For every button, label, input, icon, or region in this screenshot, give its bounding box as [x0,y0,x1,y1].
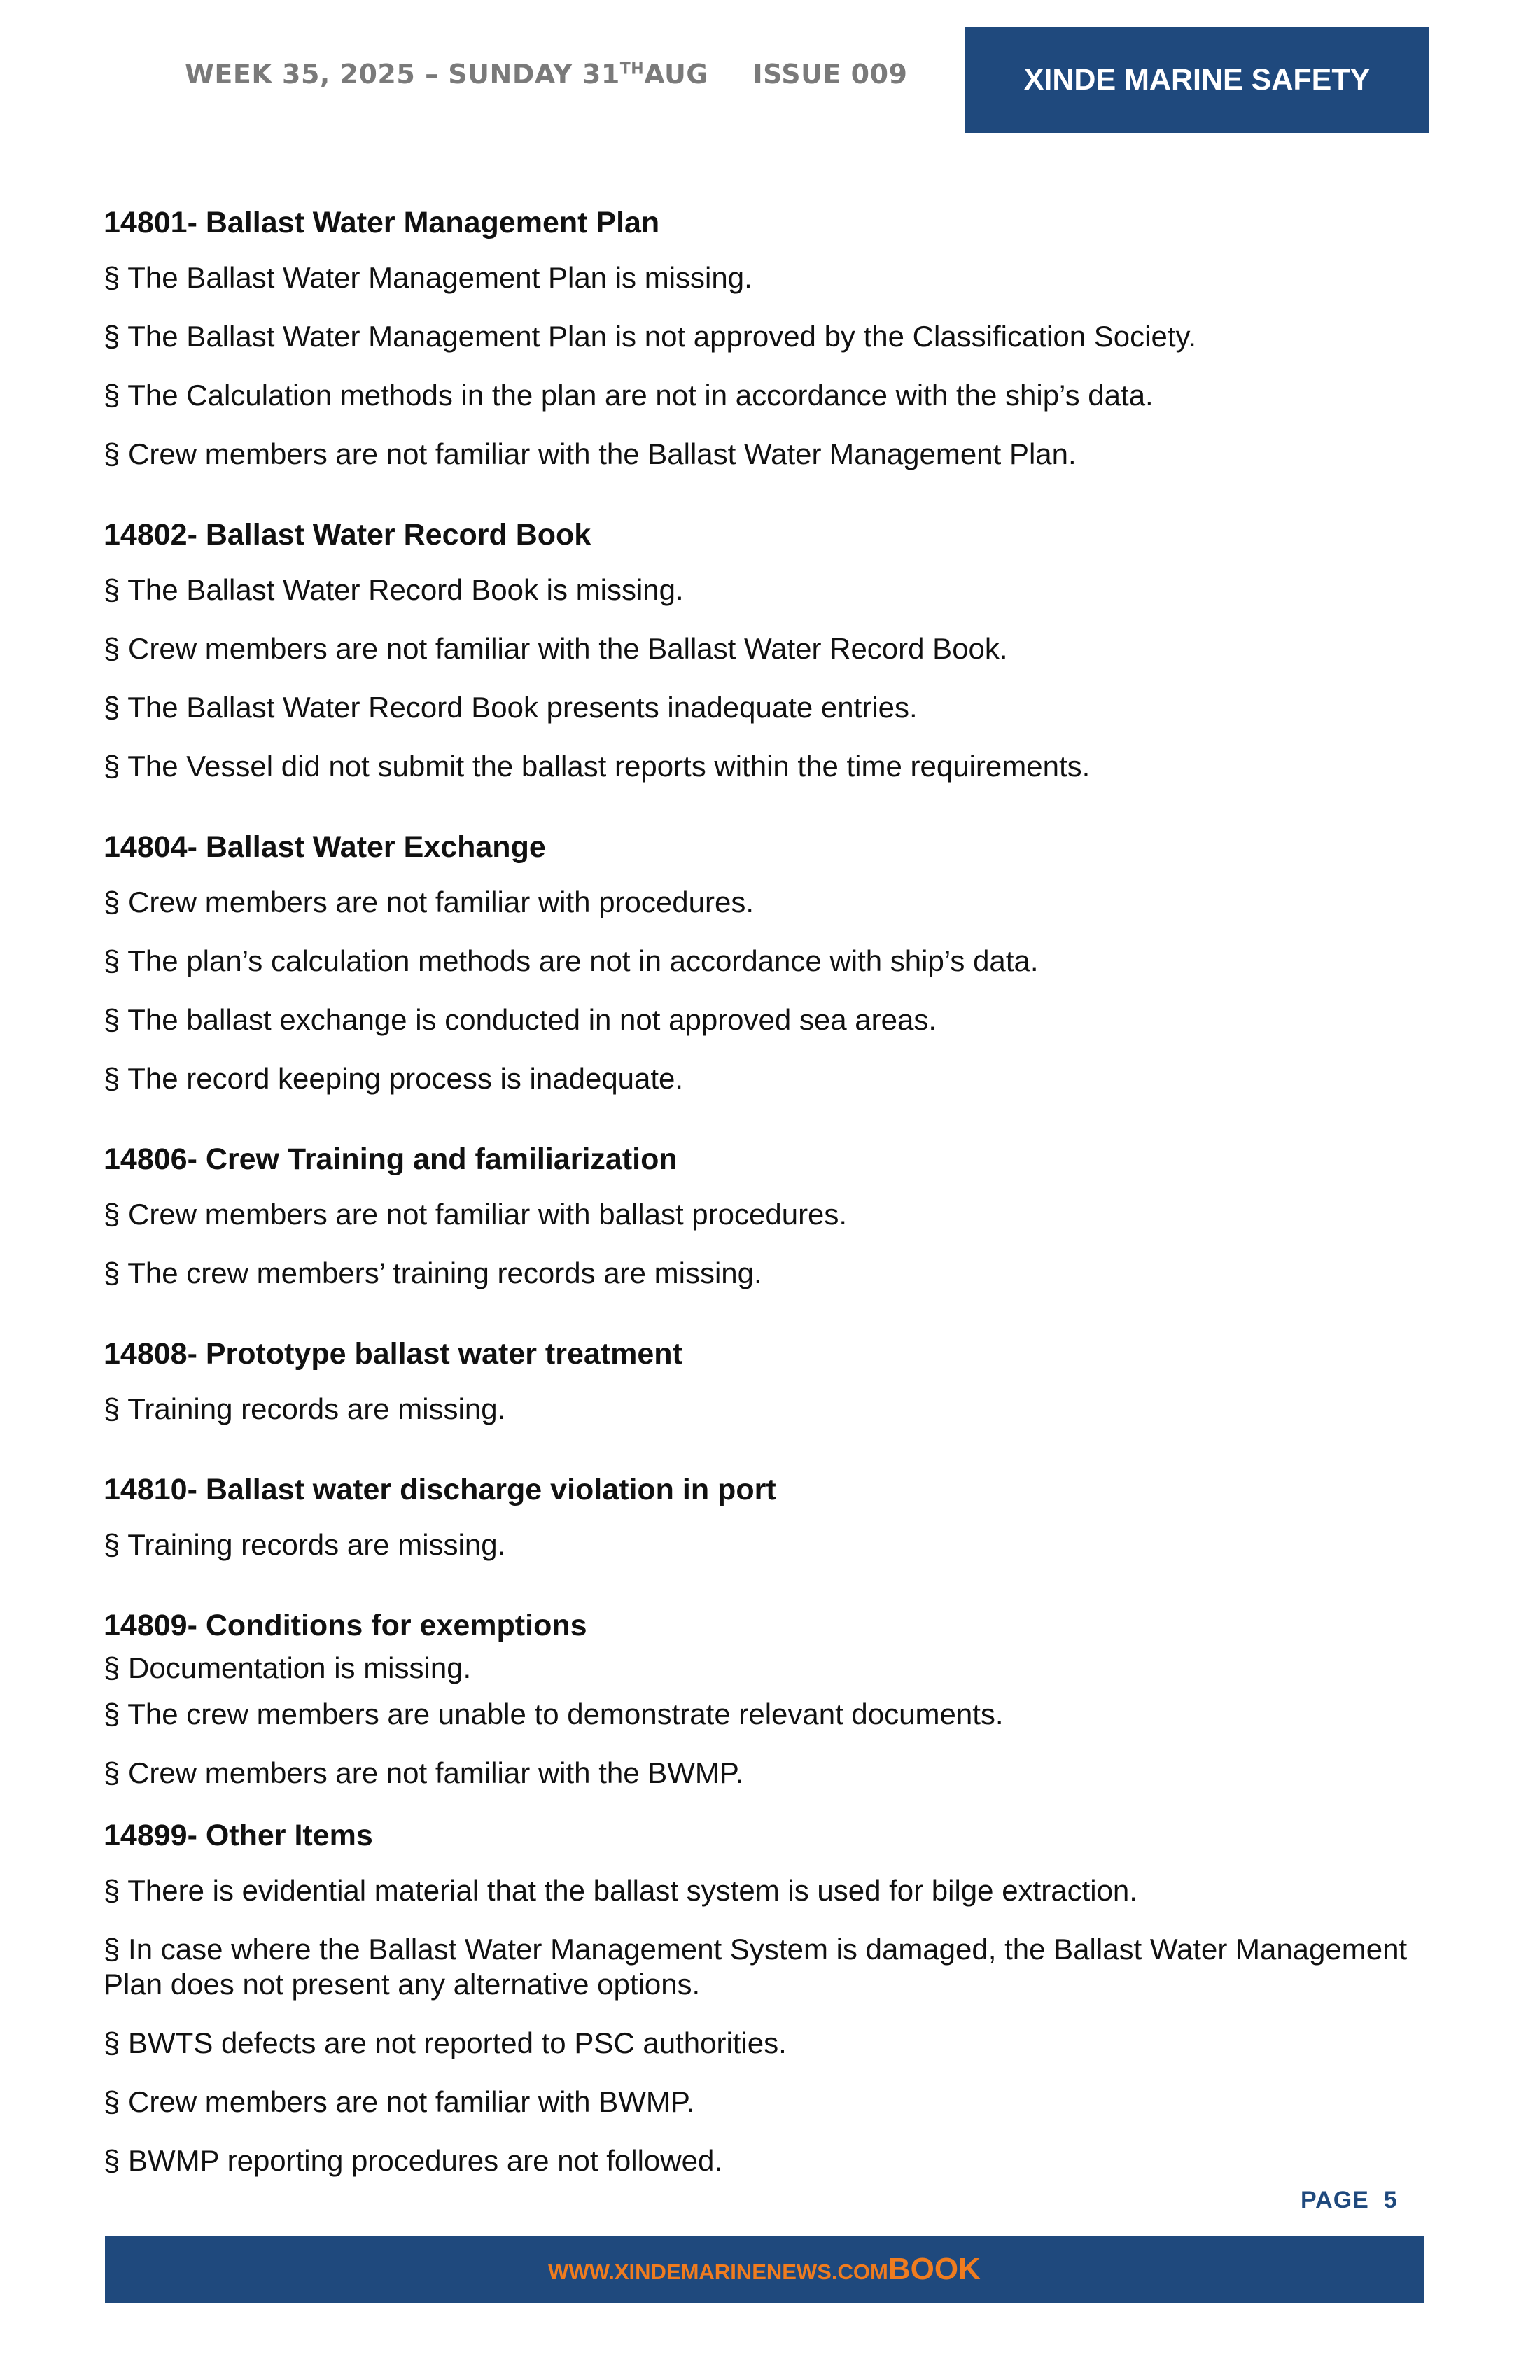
list-item: § In case where the Ballast Water Management System is damaged, the Ballast Water Management Plan does not present any alternative options. [104,1933,1408,2001]
footer-url: WWW.XINDEMARINENEWS.COM [548,2260,888,2284]
list-item: § The Ballast Water Record Book is missing. [104,573,684,606]
brand-banner [965,27,1429,133]
section-title: 14801- Ballast Water Management Plan [104,206,660,239]
month-label: AUG [644,59,708,90]
issue-label: ISSUE 009 [752,59,908,90]
list-item: § BWMP reporting procedures are not followed. [104,2144,723,2177]
list-item: § The Vessel did not submit the ballast reports within the time requirements. [104,750,1091,783]
section-title: 14809- Conditions for exemptions [104,1609,587,1642]
section-title: 14808- Prototype ballast water treatment [104,1337,682,1371]
section-14806 [104,1138,1434,1291]
section-14808 [104,1333,1434,1427]
list-item: § Crew members are not familiar with procedures. [104,886,755,918]
list-item: § The plan’s calculation methods are not in accordance with ship’s data. [104,944,1039,977]
list-item: § The crew members’ training records are missing. [104,1256,762,1289]
section-14804 [104,826,1434,1096]
list-item: § The Ballast Water Management Plan is missing. [104,261,752,294]
list-item: § The crew members are unable to demonstrate relevant documents. [104,1698,1004,1730]
list-item: § The record keeping process is inadequate. [104,1062,684,1095]
section-title: 14899- Other Items [104,1819,373,1852]
section-title: 14804- Ballast Water Exchange [104,830,546,864]
list-item: § The ballast exchange is conducted in not approved sea areas. [104,1003,937,1036]
section-14802 [104,514,1434,784]
section-14801 [104,202,1434,472]
issue-header [185,59,908,90]
list-item: § The Calculation methods in the plan are not in accordance with the ship’s data. [104,379,1154,412]
list-item: § The Ballast Water Management Plan is not approved by the Classification Society. [104,320,1197,353]
page-label: PAGE [1301,2187,1369,2213]
page-number [1301,2187,1398,2214]
section-title: 14802- Ballast Water Record Book [104,518,592,552]
section-title: 14810- Ballast water discharge violation in port [104,1473,776,1506]
header-dash: – [425,59,439,90]
footer-website-link[interactable] [548,2252,981,2287]
day-label: SUNDAY 31 [448,59,620,90]
list-item: § Crew members are not familiar with ballast procedures. [104,1198,848,1231]
list-item: § BWTS defects are not reported to PSC authorities. [104,2026,787,2059]
list-item: § Documentation is missing. [104,1651,472,1684]
list-item: § Crew members are not familiar with the Ballast Water Management Plan. [104,438,1077,470]
list-item: § There is evidential material that the ballast system is used for bilge extraction. [104,1874,1138,1907]
list-item: § Training records are missing. [104,1392,506,1425]
page-value: 5 [1383,2187,1398,2213]
day-suffix: TH [620,60,645,78]
list-item: § Crew members are not familiar with the Ballast Water Record Book. [104,632,1008,665]
list-item: § Training records are missing. [104,1528,506,1561]
section-14899 [104,1814,1434,2178]
week-label: WEEK 35, 2025 [185,59,416,90]
section-title: 14806- Crew Training and familiarization [104,1142,678,1176]
section-14809 [104,1604,1434,1791]
footer-bar [105,2236,1424,2303]
list-item: § The Ballast Water Record Book presents inadequate entries. [104,691,918,724]
list-item: § Crew members are not familiar with the BWMP. [104,1756,744,1789]
section-14810 [104,1469,1434,1562]
brand-title: XINDE MARINE SAFETY [1023,62,1371,97]
list-item: § Crew members are not familiar with BWMP. [104,2085,695,2118]
footer-url-suffix: BOOK [888,2252,981,2286]
deficiency-list [104,202,1434,2220]
